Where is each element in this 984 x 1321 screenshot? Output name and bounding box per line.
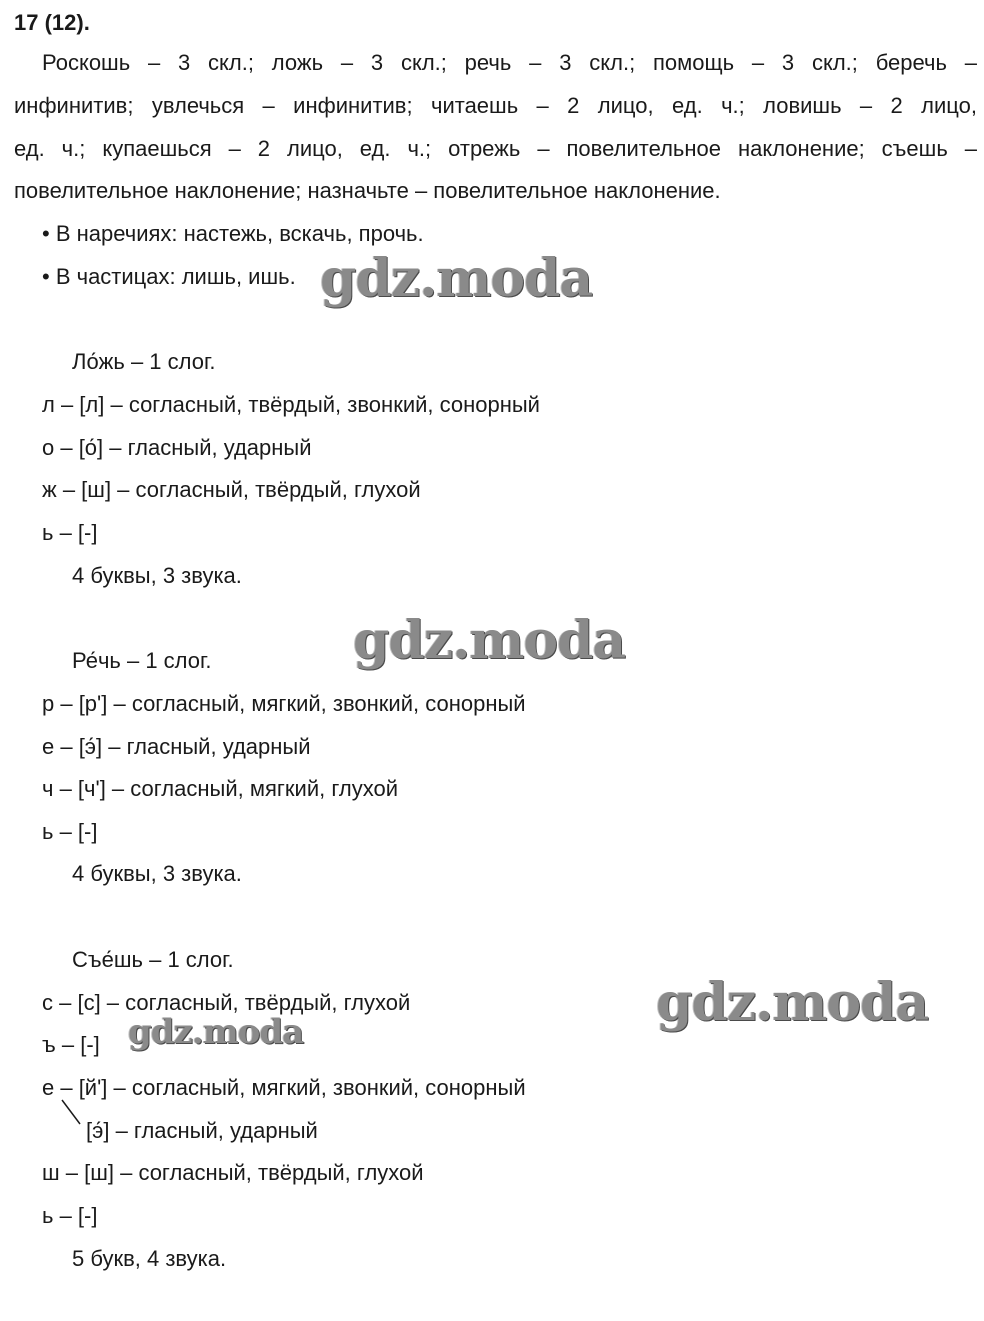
word-3-summary: 5 букв, 4 звука. xyxy=(72,1246,227,1271)
word-1-row-4: ь – [-] xyxy=(42,520,98,545)
watermark-4: gdz.moda xyxy=(128,1012,304,1052)
word-3-header: Съе́шь – 1 слог. xyxy=(72,947,234,972)
bullet-adverbs: • В наречиях: настежь, вскачь, прочь. xyxy=(42,221,424,246)
paragraph-line-2: инфинитив; увлечься – инфинитив; читаешь – 2 лицо, ед. ч.; ловишь – 2 лицо, xyxy=(14,93,977,118)
word-3-row-3: е – [й'] – согласный, мягкий, звонкий, сонорный xyxy=(42,1075,526,1100)
word-2-row-4: ь – [-] xyxy=(42,819,98,844)
word-2-row-3: ч – [ч'] – согласный, мягкий, глухой xyxy=(42,776,398,801)
word-1-summary: 4 буквы, 3 звука. xyxy=(72,563,242,588)
paragraph-line-3: ед. ч.; купаешься – 2 лицо, ед. ч.; отрежь – повелительное наклонение; съешь – xyxy=(14,136,977,161)
word-1-header: Ло́жь – 1 слог. xyxy=(72,349,216,374)
word-2-row-2: е – [э́] – гласный, ударный xyxy=(42,734,311,759)
word-3-row-5: ш – [ш] – согласный, твёрдый, глухой xyxy=(42,1160,424,1185)
word-2-header: Ре́чь – 1 слог. xyxy=(72,648,212,673)
bullet-particles: • В частицах: лишь, ишь. xyxy=(42,264,296,289)
watermark-3: gdz.moda xyxy=(656,972,929,1033)
word-1-row-2: о – [о́] – гласный, ударный xyxy=(42,435,312,460)
word-1-row-1: л – [л] – согласный, твёрдый, звонкий, сонорный xyxy=(42,392,540,417)
word-2-row-1: р – [р'] – согласный, мягкий, звонкий, сонорный xyxy=(42,691,526,716)
word-3-row-1: с – [с] – согласный, твёрдый, глухой xyxy=(42,990,411,1015)
watermark-1: gdz.moda xyxy=(320,248,593,309)
paragraph-line-1: Роскошь – 3 скл.; ложь – 3 скл.; речь – 3 скл.; помощь – 3 скл.; беречь – xyxy=(42,50,977,75)
task-number: 17 (12). xyxy=(14,10,90,35)
paragraph-line-4: повелительное наклонение; назначьте – повелительное наклонение. xyxy=(14,178,721,203)
word-3-row-4: [э́] – гласный, ударный xyxy=(86,1118,318,1143)
word-3-row-6: ь – [-] xyxy=(42,1203,98,1228)
word-2-summary: 4 буквы, 3 звука. xyxy=(72,861,242,886)
word-1-row-3: ж – [ш] – согласный, твёрдый, глухой xyxy=(42,477,421,502)
watermark-2: gdz.moda xyxy=(353,610,626,671)
word-3-row-2: ъ – [-] xyxy=(42,1032,100,1057)
